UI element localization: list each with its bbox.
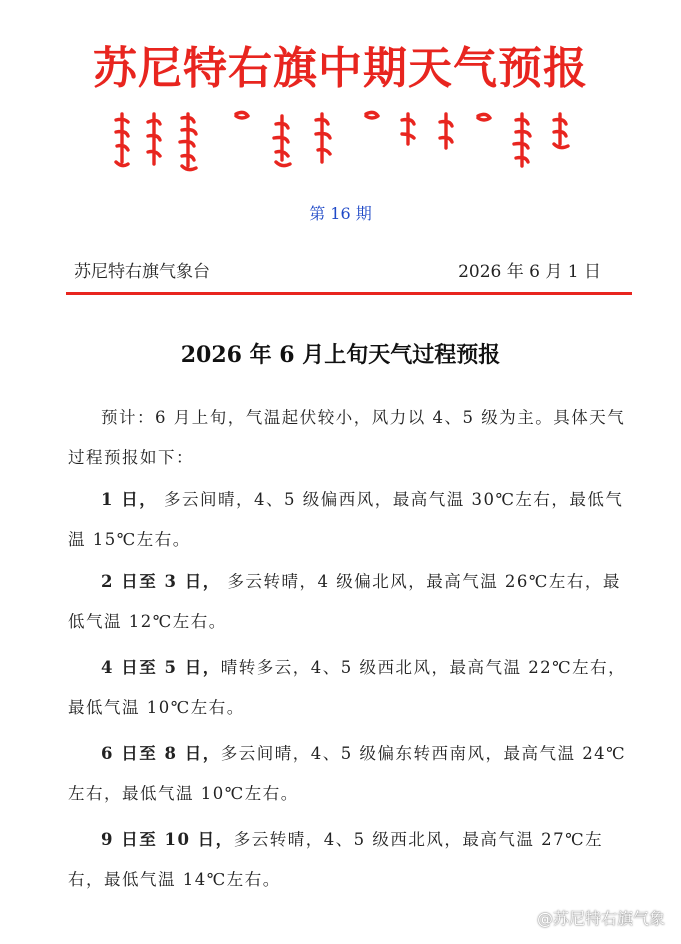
- paragraph-lead: 9 日至 10 日，: [101, 830, 234, 849]
- paragraph-lead: 2 日至 3 日，: [101, 572, 221, 591]
- paragraph-text: 多云间晴，4、5 级偏东转西南风，最高气温 24℃左右，最低气温 10℃左右。: [68, 744, 627, 803]
- forecast-headline: 2026 年 6 月上旬天气过程预报: [180, 342, 501, 368]
- masthead-title: 苏尼特右旗中期天气预报: [93, 43, 588, 94]
- mongolian-script-line: [108, 104, 588, 176]
- paragraph-text: 多云转晴，4 级偏北风，最高气温 26℃左右，最低气温 12℃左右。: [68, 572, 621, 631]
- paragraph-text: 多云间晴，4、5 级偏西风，最高气温 30℃左右，最低气温 15℃左右。: [68, 490, 624, 549]
- forecast-day-6-8: [68, 734, 628, 814]
- issuer-name: 苏尼特右旗气象台: [74, 262, 210, 282]
- forecast-day-9-10: [68, 820, 628, 900]
- forecast-day-2-3: [68, 562, 628, 642]
- issue-number: 第 16 期: [309, 204, 372, 223]
- intro-paragraph: [68, 398, 628, 478]
- header-divider: [66, 292, 632, 295]
- paragraph-lead: 6 日至 8 日，: [101, 744, 221, 763]
- paragraph-text: 晴转多云，4、5 级西北风，最高气温 22℃左右，最低气温 10℃左右。: [68, 658, 627, 717]
- paragraph-text: 多云转晴，4、5 级西北风，最高气温 27℃左右，最低气温 14℃左右。: [68, 830, 604, 889]
- forecast-day-1: [68, 480, 628, 560]
- issue-date: 2026 年 6 月 1 日: [458, 262, 601, 282]
- source-watermark: @苏尼特右旗气象: [536, 909, 665, 928]
- forecast-day-4-5: [68, 648, 628, 728]
- paragraph-lead: 1 日，: [101, 490, 158, 509]
- paragraph-lead: 4 日至 5 日，: [101, 658, 221, 677]
- forecast-body: [68, 398, 628, 900]
- paragraph-text: 预计：6 月上旬，气温起伏较小，风力以 4、5 级为主。具体天气过程预报如下：: [68, 408, 626, 467]
